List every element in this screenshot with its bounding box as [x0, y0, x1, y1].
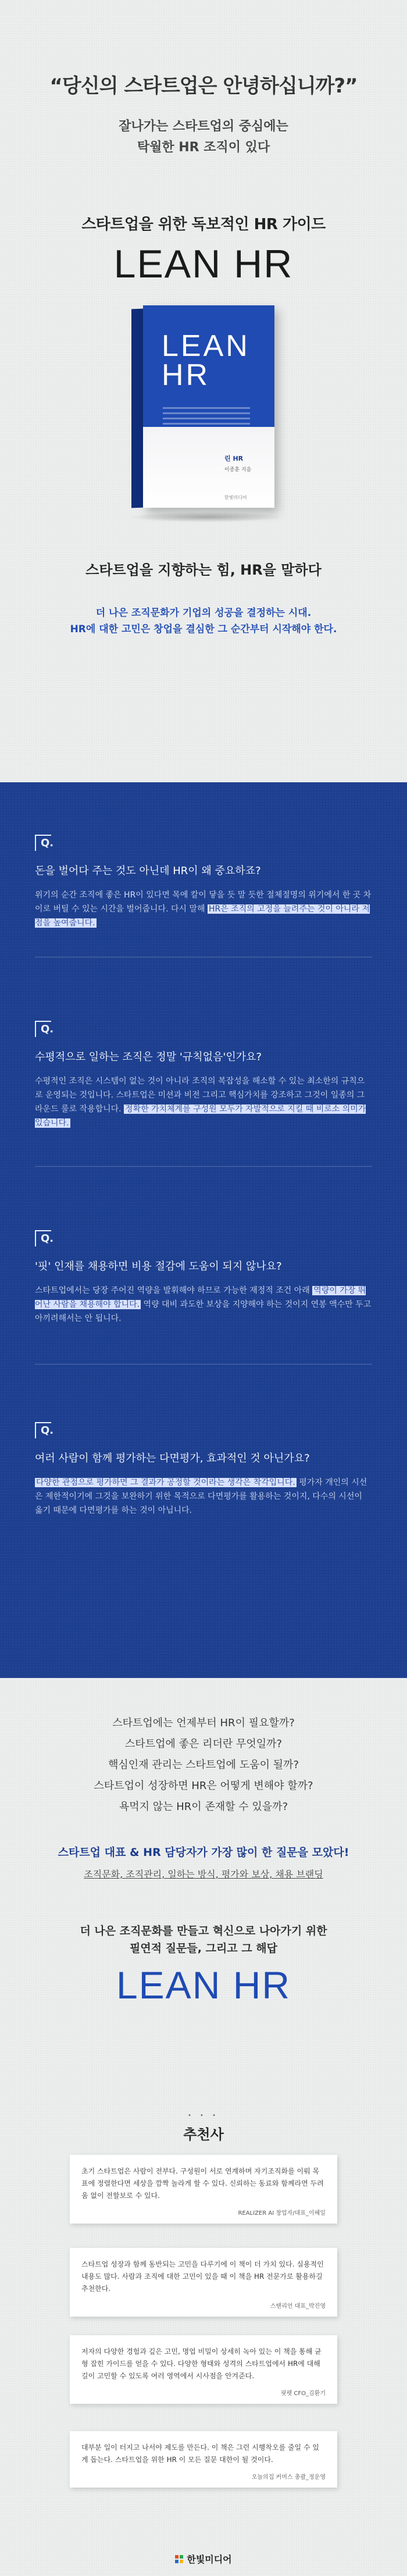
- qa-section: [0, 782, 407, 1678]
- recommend-card: [70, 2335, 337, 2404]
- qa-answer: [35, 1284, 372, 1326]
- qa-answer-text: 평가자 개인의 시선은 제한적이기에 그것을 보완하기 위한 목적으로 다면평가를 활용하는 것이지, 다수의 시선이 옳기 때문에 다면평가를 하는 것이 아닙니다.: [35, 1478, 367, 1515]
- questions-tags: [0, 1867, 407, 1880]
- recommend-author: 오늘의집 커머스 총괄_정운영: [251, 2474, 326, 2481]
- qa-answer-highlight: 다양한 관점으로 평가하면 그 결과가 공정할 것이라는 생각은 착각입니다.: [36, 1478, 295, 1487]
- hero-section: [0, 0, 407, 727]
- recommend-dots-icon: • • •: [187, 2112, 220, 2119]
- publisher-logo: [175, 2552, 231, 2566]
- q-mark-icon: Q.: [35, 835, 51, 851]
- qa-question: 여러 사람이 함께 평가하는 다면평가, 효과적인 것 아닌가요?: [35, 1452, 310, 1465]
- book-cover-title: [162, 329, 250, 392]
- qa-question: 돈을 벌어다 주는 것도 아닌데 HR이 왜 중요하죠?: [35, 865, 261, 877]
- qa-divider: [35, 1166, 372, 1167]
- question-line: 스타트업에는 언제부터 HR이 필요할까?: [112, 1717, 295, 1729]
- question-line: 스타트업에 좋은 리더란 무엇일까?: [124, 1738, 283, 1750]
- qa-answer: [35, 1476, 372, 1517]
- recommend-heading: 추천사: [183, 2126, 224, 2143]
- recommend-card: [70, 2431, 337, 2488]
- strength-line2: HR에 대한 고민은 창업을 결심한 그 순간부터 시작해야 한다.: [70, 623, 337, 635]
- recommend-card: [70, 2248, 337, 2317]
- q-mark-icon: Q.: [35, 1422, 51, 1438]
- recommend-author: 핏펫 CFO_김환기: [280, 2390, 326, 2397]
- q-mark-icon: Q.: [35, 1021, 51, 1037]
- question-list: [0, 1713, 407, 1818]
- footer: [0, 2548, 407, 2576]
- strength-line1: 더 나은 조직문화가 기업의 성공을 결정하는 시대.: [95, 607, 312, 619]
- qa-item: [35, 835, 372, 963]
- qa-question: 수평적으로 일하는 조직은 정말 '규칙없음'인가요?: [35, 1051, 262, 1063]
- book-cover-subtitle: 린 HR: [224, 455, 244, 462]
- qa-item: [35, 1230, 372, 1358]
- strength-description: [0, 605, 407, 637]
- qa-answer-text: 역량 대비 과도한 보상을 지양해야 하는 것이지 연봉 액수만 두고 아끼려해서는 안 됩니다.: [35, 1300, 372, 1323]
- hero-title: LEAN HR: [113, 242, 294, 286]
- recommend-text: 초기 스타트업은 사람이 전부다. 구성원이 서로 연계하며 자기조직화를 이뤄 목표에 정렬한다면 세상을 깜짝 놀라게 할 수 있다. 신뢰하는 동료와 함께라면 두려움 없이 전할보로 수 있다.: [81, 2167, 324, 2200]
- recommend-author: 스탠리언 대표_박진영: [270, 2303, 326, 2310]
- questions-section: [0, 1678, 407, 2010]
- book-cover-lines: [163, 407, 250, 428]
- qa-item: [35, 1422, 372, 1573]
- qa-item: [35, 1021, 372, 1160]
- recommend-text: 대부분 일이 터지고 나서야 제도를 만든다. 이 책은 그런 시행착오를 줄일 수 있게 돕는다. 스타트업을 위한 HR 이 모든 질문 대한이 될 것이다.: [81, 2443, 319, 2464]
- hero-sub-line1: 잘나가는 스타트업의 중심에는: [119, 119, 288, 134]
- book-front: [143, 305, 274, 508]
- publisher-name: 한빛미디어: [187, 2554, 232, 2565]
- qa-answer-highlight: HR은 조직의 고정을 늘려주는 것이 아니라 저점을 높여줍니다.: [35, 904, 370, 928]
- questions-desc-line1: 더 나은 조직문화를 만들고 혁신으로 나아가기 위한: [80, 1925, 327, 1937]
- questions-tags-text: 조직문화, 조직관리, 일하는 방식, 평가와 보상, 채용 브랜딩: [84, 1869, 323, 1880]
- recommend-section: [0, 2105, 407, 2524]
- book-spine: [131, 309, 143, 508]
- questions-heading: 스타트업 대표 & HR 담당자가 가장 많이 한 질문을 모았다!: [58, 1846, 349, 1859]
- question-line: 핵심인재 관리는 스타트업에 도움이 될까?: [108, 1759, 299, 1771]
- recommend-card: [70, 2155, 337, 2224]
- book-cover-title-bottom: HR: [162, 358, 210, 392]
- qa-answer: [35, 888, 372, 930]
- book-cover-title-top: LEAN: [162, 329, 250, 363]
- recommend-text: 저자의 다양한 경험과 깊은 고민, 명업 비밀이 상세히 녹아 있는 이 책을 통해 균형 잡힌 가이드를 얻을 수 있다. 다양한 형태와 성격의 스타트업에서 HR에 대해 길이 고민할 수 있도록 여러 영역에서 시사점을 안겨준다.: [81, 2347, 322, 2380]
- qa-answer-text: 스타트업에서는 당장 주어진 역량을 발휘해야 하므로 가능한 재정적 조건 아래: [35, 1286, 313, 1295]
- book-cover: [131, 305, 274, 508]
- recommend-author: REALIZER AI 창업자/대표_이혜일: [238, 2210, 326, 2217]
- hanbit-logo-icon: [175, 2555, 183, 2563]
- recommend-text: 스타트업 성장과 함께 동반되는 고민을 다루기에 이 책이 더 가치 있다. 실용적인 내용도 많다. 사람과 조직에 대한 고민이 있을 때 이 책을 HR 전문가로 활용하길 추천한다.: [81, 2260, 324, 2293]
- book-shadow: [128, 512, 285, 522]
- questions-desc-line2: 필연적 질문들, 그리고 그 해답: [130, 1942, 277, 1955]
- qa-answer-highlight: 역량이 가장 뛰어난 사람을 채용해야 합니다.: [35, 1286, 366, 1309]
- book-cover-publisher: 한빛미디어: [224, 495, 247, 500]
- qa-answer-text: 수평적인 조직은 시스템이 없는 것이 아니라 조직의 복잡성을 해소할 수 있는 최소한의 규칙으로 운영되는 것입니다. 스타트업은 미션과 비전 그리고 핵심가치를 강조하고 그것이 일종의 그라운드 룰로 작용합니다.: [35, 1077, 365, 1114]
- question-line: 스타트업이 성장하면 HR은 어떻게 변해야 할까?: [94, 1780, 313, 1792]
- hero-sub-line2: 탁월한 HR 조직이 있다: [137, 140, 270, 155]
- guide-caption: 스타트업을 위한 독보적인 HR 가이드: [81, 216, 326, 233]
- qa-question: '핏' 인재를 채용하면 비용 절감에 도움이 되지 않나요?: [35, 1260, 282, 1273]
- hero-quote: “당신의 스타트업은 안녕하십니까?”: [49, 74, 358, 98]
- questions-description: [0, 1922, 407, 1957]
- hero-subtitle: [0, 116, 407, 158]
- book-cover-author: 이종훈 지음: [224, 467, 252, 473]
- qa-answer-text: 위기의 순간 조직에 좋은 HR이 있다면 목에 칼이 닿을 듯 말 듯한 절체절명의 위기에서 한 곳 차이로 버틸 수 있는 시간을 벌어줍니다. 다시 말해: [35, 890, 372, 914]
- question-line: 욕먹지 않는 HR이 존재할 수 있을까?: [119, 1801, 288, 1813]
- strength-heading: 스타트업을 지향하는 힘, HR을 말하다: [85, 562, 322, 578]
- qa-answer-highlight: 정확한 가치체계를 구성원 모두가 자발적으로 지킬 때 비로소 의미가 있습니다.: [35, 1104, 366, 1128]
- qa-answer: [35, 1074, 372, 1130]
- questions-title: LEAN HR: [116, 1964, 291, 2007]
- q-mark-icon: Q.: [35, 1230, 51, 1246]
